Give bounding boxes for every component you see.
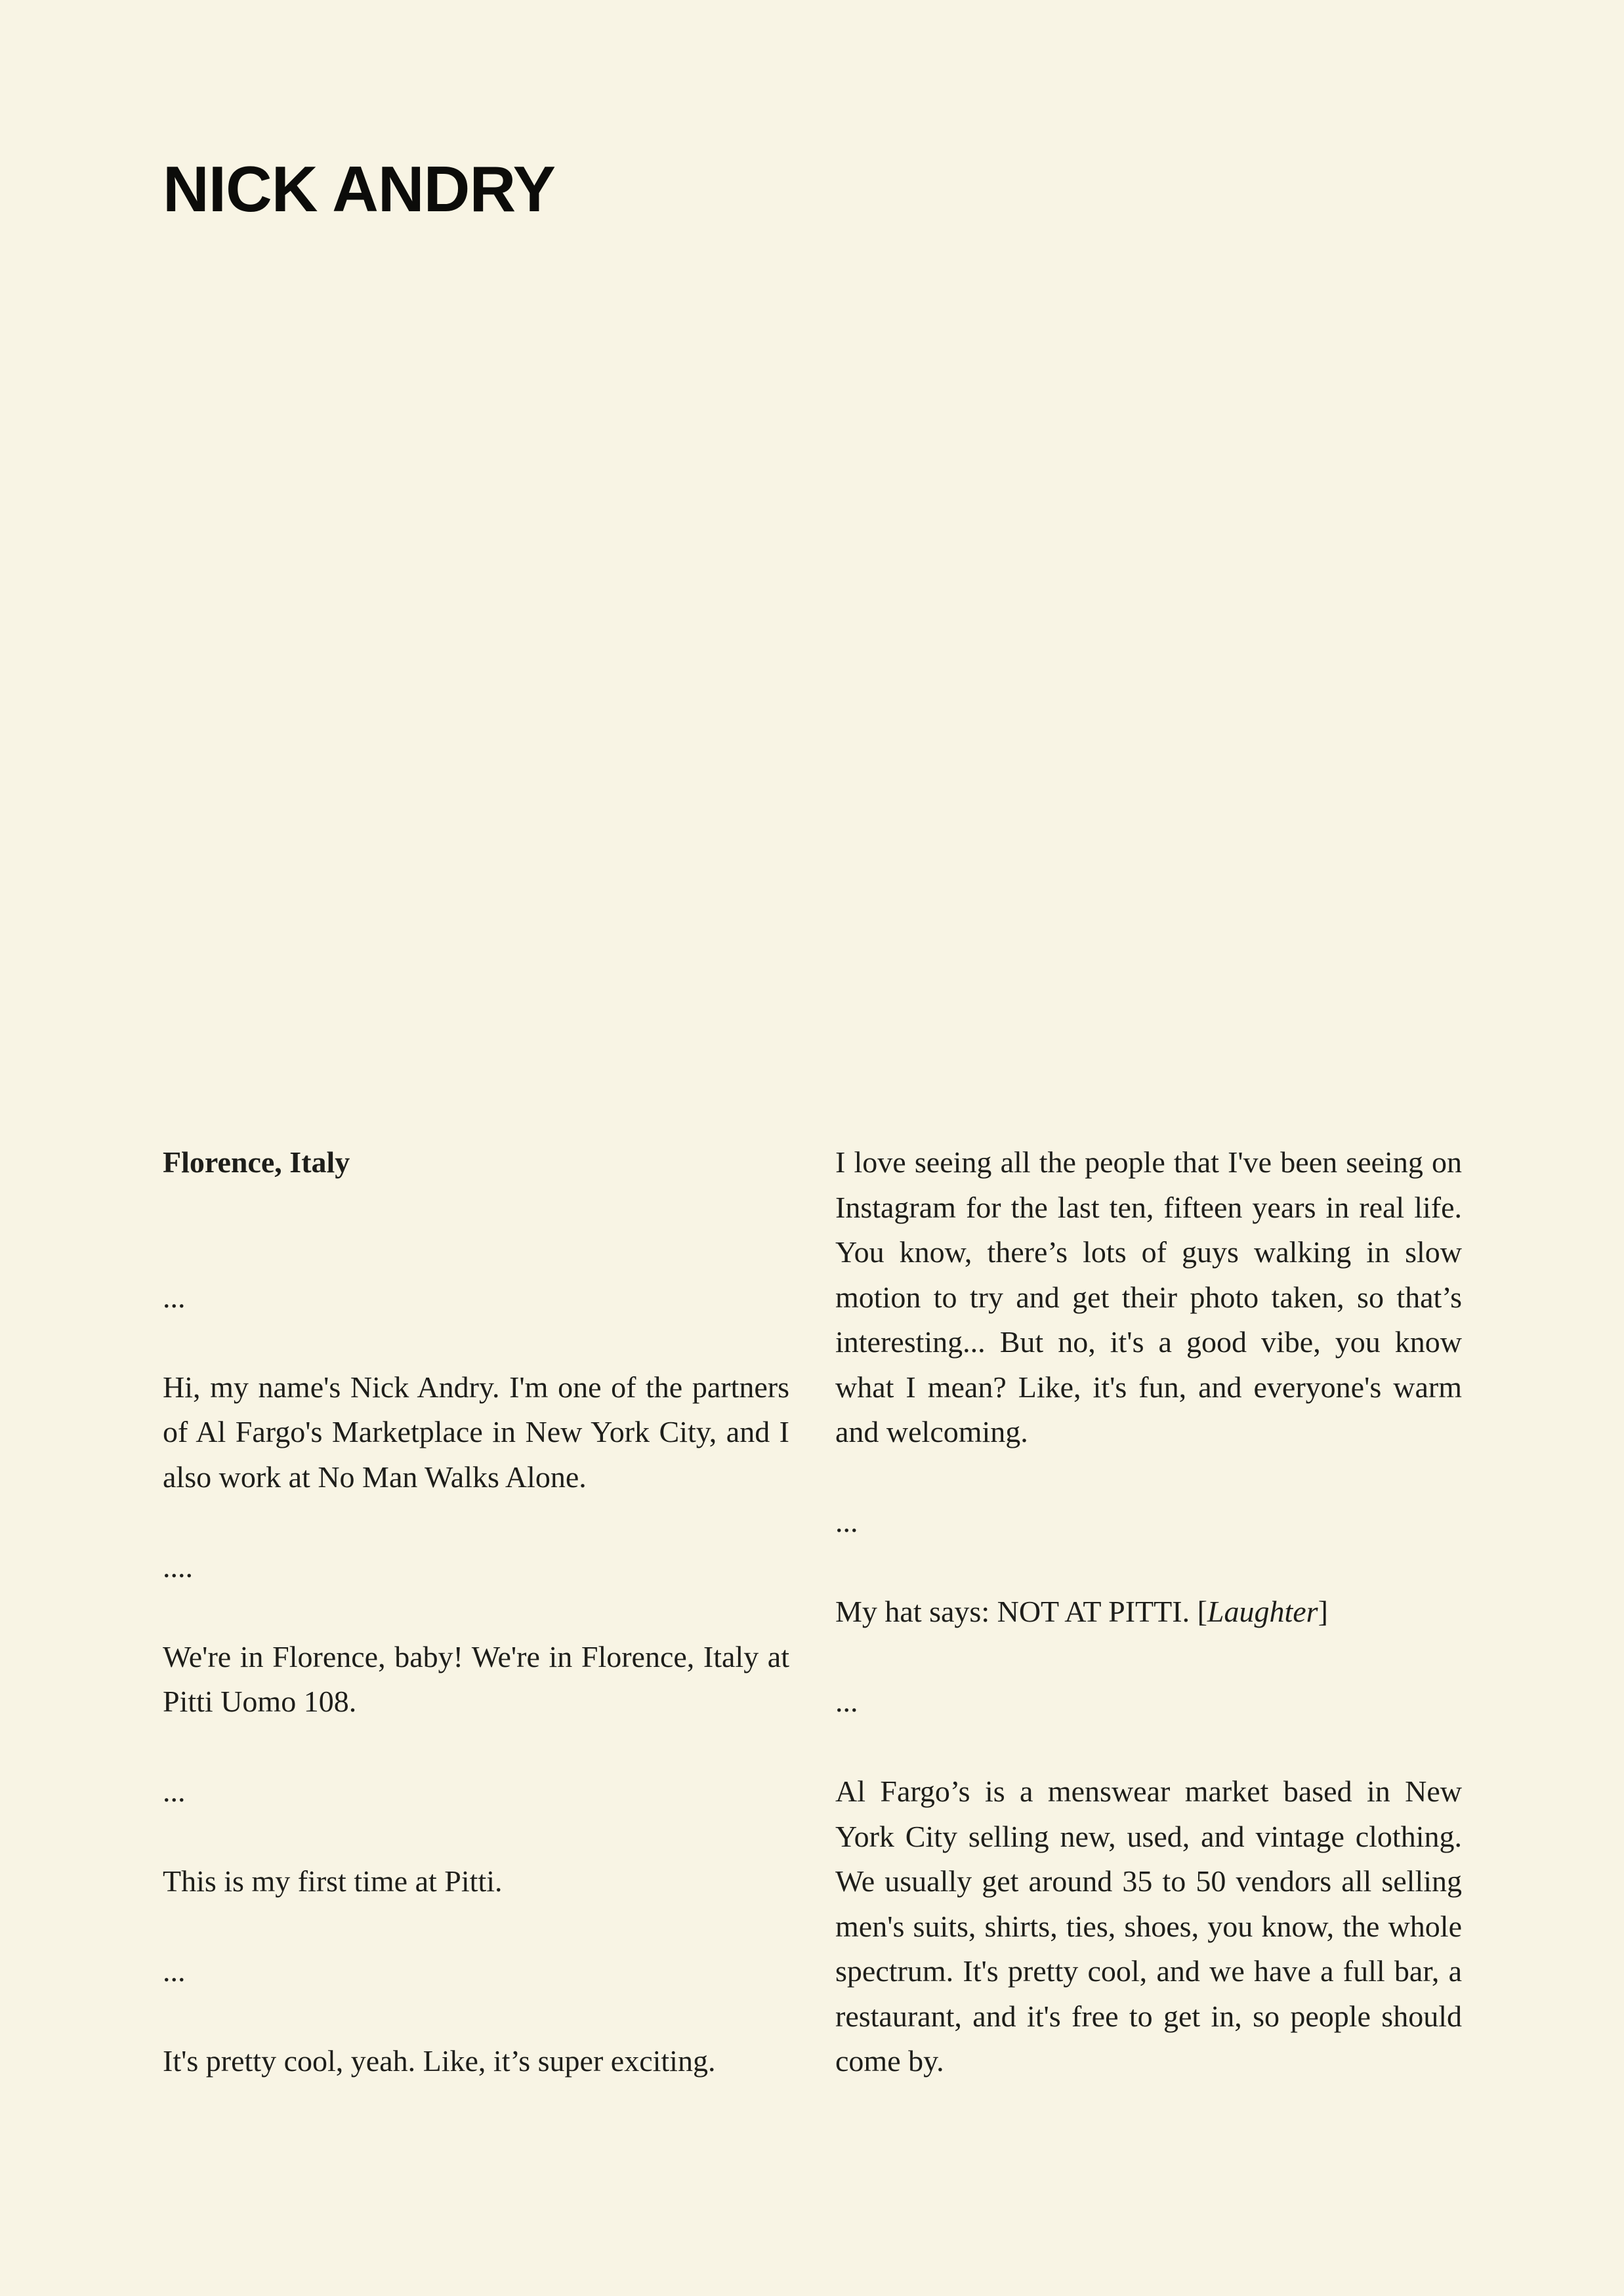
ellipsis: ... xyxy=(835,1685,858,1718)
hat-text: My hat says: NOT AT PITTI. [ xyxy=(835,1595,1207,1628)
florence-paragraph: We're in Florence, baby! We're in Florence, Italy at Pitti Uomo 108. xyxy=(163,1639,789,1718)
hat-bracket-close: ] xyxy=(1318,1595,1328,1628)
exciting-paragraph: It's pretty cool, yeah. Like, it’s super exciting. xyxy=(163,2044,716,2078)
left-column xyxy=(163,1140,789,2129)
ellipsis: ... xyxy=(163,1280,186,1314)
first-time-paragraph: This is my first time at Pitti. xyxy=(163,1864,503,1898)
location-heading: Florence, Italy xyxy=(163,1145,350,1179)
hat-paragraph xyxy=(835,1589,1462,1635)
ellipsis: ... xyxy=(163,1954,186,1988)
laughter-annotation: Laughter xyxy=(1207,1595,1318,1628)
page-title: NICK ANDRY xyxy=(163,153,555,225)
instagram-paragraph: I love seeing all the people that I've been seeing on Instagram for the last ten, fifteen years in real life. You know, there’s lots of guys walking in slow motion to try and get their photo taken, so that’s interesting... But no, it's a good vibe, you know what I mean? Like, it's fun, and everyone's warm and welcoming. xyxy=(835,1145,1462,1448)
ellipsis: .... xyxy=(163,1549,193,1584)
ellipsis: ... xyxy=(163,1774,186,1808)
intro-paragraph: Hi, my name's Nick Andry. I'm one of the partners of Al Fargo's Marketplace in New York City, and I also work at No Man Walks Alone. xyxy=(163,1370,789,1494)
al-fargos-paragraph: Al Fargo’s is a menswear market based in New York City selling new, used, and vintage clothing. We usually get around 35 to 50 vendors all selling men's suits, shirts, ties, shoes, you know, the whole spectrum. It's pretty cool, and we have a full bar, a restaurant, and it's free to get in, so people should come by. xyxy=(835,1774,1462,2078)
ellipsis: ... xyxy=(835,1505,858,1538)
right-column xyxy=(835,1140,1462,2129)
